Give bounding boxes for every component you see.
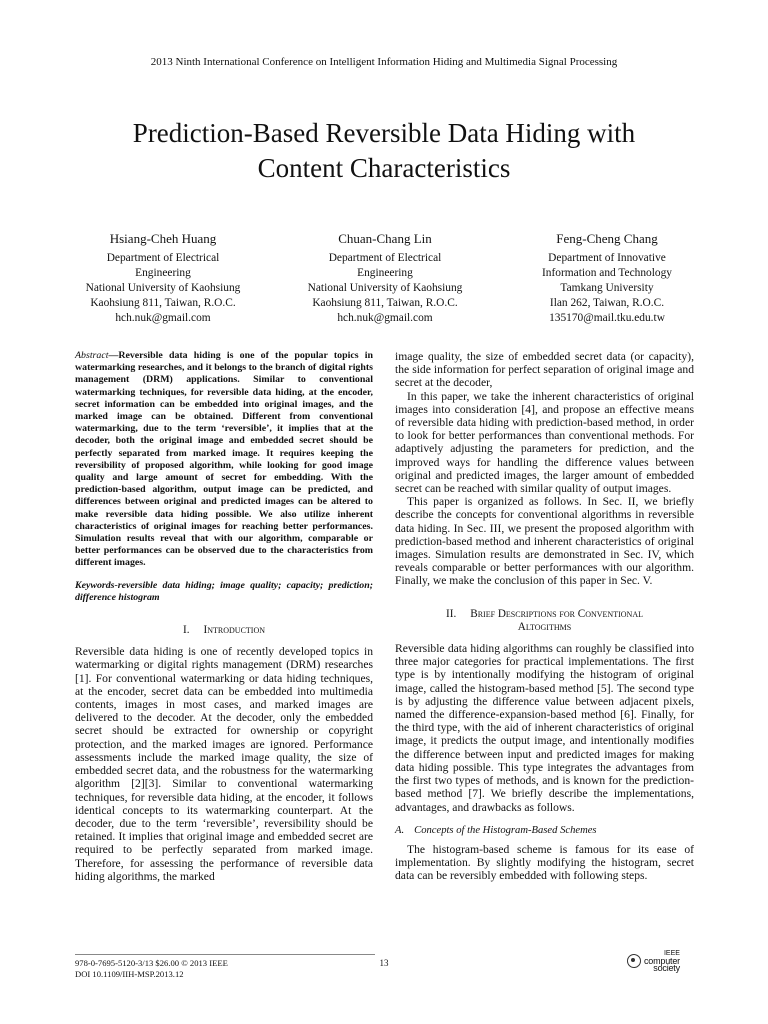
- footer-doi[interactable]: DOI 10.1109/IIH-MSP.2013.12: [75, 969, 184, 979]
- histogram-paragraph: The histogram-based scheme is famous for its ease of implementation. By slightly modifying the histogram, secret data can be reversibly embedded with following steps.: [395, 842, 694, 883]
- author-2: [274, 230, 496, 326]
- author-email[interactable]: hch.nuk@gmail.com: [115, 312, 211, 324]
- paragraph-continued: image quality, the size of embedded secret data (or capacity), the side information for perfect separation of original image and secret at the decoder,: [395, 350, 694, 390]
- subsection-letter: A.: [395, 824, 405, 836]
- logo-ieee: IEEE: [663, 950, 680, 957]
- logo-icon: [627, 954, 641, 968]
- section-number: I.: [182, 624, 190, 637]
- author-3: [496, 230, 718, 326]
- title-line-2: Content Characteristics: [257, 153, 511, 183]
- conference-header: 2013 Ninth International Conference on Intelligent Information Hiding and Multimedia Signal Processing: [150, 56, 618, 68]
- author-affiliation: Information and Technology: [542, 267, 672, 279]
- page-number: 13: [379, 958, 389, 968]
- subsection-title: Concepts of the Histogram-Based Schemes: [414, 824, 597, 836]
- right-column: [395, 350, 694, 883]
- section-title: Introduction: [203, 624, 266, 637]
- title-line-1: Prediction-Based Reversible Data Hiding with: [132, 118, 636, 148]
- subsection-heading: [395, 824, 694, 837]
- author-email[interactable]: 135170@mail.tku.edu.tw: [549, 312, 665, 324]
- logo-computer: computer: [644, 955, 680, 966]
- section-number: II.: [446, 607, 457, 620]
- author-institution: Tamkang University: [560, 282, 654, 294]
- author-name: Chuan-Chang Lin: [338, 231, 432, 246]
- conventional-paragraph: Reversible data hiding algorithms can roughly be classified into three major categories for practical implementations. The first type is by intentionally modifying the histogram of original image, called the histogram-based method [5]. The second type is by adjusting the difference value between adjacent pixels, named the difference-expansion-based method [6]. Finally, for the third type, with the aid of inherent characteristics of original image, it predicts the output image, and intentionally modifies the difference between input and predicted images for making data hiding possible. This type integrates the advantages from the first two types of methods, and is known for the prediction-based method [7]. We briefly describe the implementations, advantages, and drawbacks as follows.: [395, 642, 694, 814]
- author-affiliation: Department of Electrical: [106, 252, 220, 264]
- footer-divider: [75, 954, 375, 955]
- paragraph-organization: This paper is organized as follows. In Sec. II, we briefly describe the concepts for conventional algorithms in reversible data hiding. In Sec. III, we present the proposed algorithm with prediction-based method and inherent characteristics of original images. Simulation results are demonstrated in Sec. IV, which reveals comparable or better performances with our algorithm. Finally, we make the conclusion of this paper in Sec. V.: [395, 495, 694, 588]
- author-1: [52, 230, 274, 326]
- keywords: Keywords-reversible data hiding; image quality; capacity; prediction; difference histogram: [75, 579, 373, 603]
- abstract: [75, 350, 373, 570]
- section-heading-conventional: [395, 608, 694, 634]
- author-name: Hsiang-Cheh Huang: [109, 231, 217, 246]
- author-institution: National University of Kaohsiung: [85, 282, 241, 294]
- author-address: Ilan 262, Taiwan, R.O.C.: [549, 297, 665, 309]
- author-email[interactable]: hch.nuk@gmail.com: [337, 312, 433, 324]
- author-address: Kaohsiung 811, Taiwan, R.O.C.: [90, 297, 236, 309]
- abstract-label: Abstract: [75, 350, 109, 361]
- logo-society: society: [653, 963, 680, 973]
- footer-isbn: 978-0-7695-5120-3/13 $26.00 © 2013 IEEE: [75, 958, 228, 968]
- author-affiliation: Engineering: [357, 267, 413, 279]
- abstract-text: —Reversible data hiding is one of the popular topics in watermarking researches, and it belongs to the branch of digital rights management (DRM) applications. Similar to conventional watermarking techniques, for reversible data hiding, at the encoder, secret information can be embedded into original images, and the marked image can be obtained. Different from conventional watermarking, due to the term ‘reversible’, it implies that at the decoder, both the original image and embedded secret should be perfectly separated from marked image. It requires keeping the reversibility of proposed algorithm, while looking for good image quality and large amount of secret for embedding. With the prediction-based algorithm, output image can be predicted, and differences between original and predicted images can be altered to make reversible data hiding possible. We also utilize inherent characteristics of original images for reaching better performances. Simulation results reveal that with our algorithm, comparable or better performances can be observed due to the characteristics from different images.: [75, 350, 373, 569]
- introduction-paragraph: Reversible data hiding is one of recently developed topics in watermarking or digital rights management (DRM) researches [1]. For conventional watermarking or data hiding techniques, at the encoder, secret data can be embedded into multimedia contents, images in most cases, and marked images are delivered to the decoder. At the decoder, only the embedded secret should be extracted for ownership or copyright protection, and the marked images are ignored. Performance assessments include the marked image quality, the size of embedded secret data, and the robustness for the watermarking algorithm [2][3]. Similar to conventional watermarking techniques, for reversible data hiding, at the encoder, it follows identical concepts to its watermarking counterpart. At the decoder, due to the term ‘reversible’, reversibility should be retained. It implies that original image and embedded secret are required to be perfectly separated from marked image. Therefore, for assessing the performance of reversible data hiding algorithms, the marked: [75, 645, 373, 883]
- author-block: [52, 230, 718, 326]
- left-column: [75, 350, 373, 883]
- paragraph-contribution: In this paper, we take the inherent characteristics of original images into consideration [4], and propose an effective means of reversible data hiding with prediction-based method, in order to look for better performances than conventional methods. For adaptively adjusting the parameters for prediction, and the improved ways for handling the difference values between original and predicted images, the larger amount of embedded secret can be reached with similar quality of output images.: [395, 389, 694, 496]
- author-affiliation: Department of Electrical: [328, 252, 442, 264]
- section-heading-introduction: [75, 624, 373, 637]
- author-address: Kaohsiung 811, Taiwan, R.O.C.: [312, 297, 458, 309]
- author-name: Feng-Cheng Chang: [556, 231, 658, 246]
- section-title: Brief Descriptions for Conventional: [470, 607, 643, 620]
- logo-text: [644, 950, 680, 973]
- ieee-computer-society-logo: [627, 950, 680, 973]
- author-affiliation: Department of Innovative: [548, 252, 666, 264]
- author-affiliation: Engineering: [135, 267, 191, 279]
- section-title-continued: Altogithms: [517, 620, 572, 633]
- author-institution: National University of Kaohsiung: [307, 282, 463, 294]
- paper-title: [60, 116, 708, 186]
